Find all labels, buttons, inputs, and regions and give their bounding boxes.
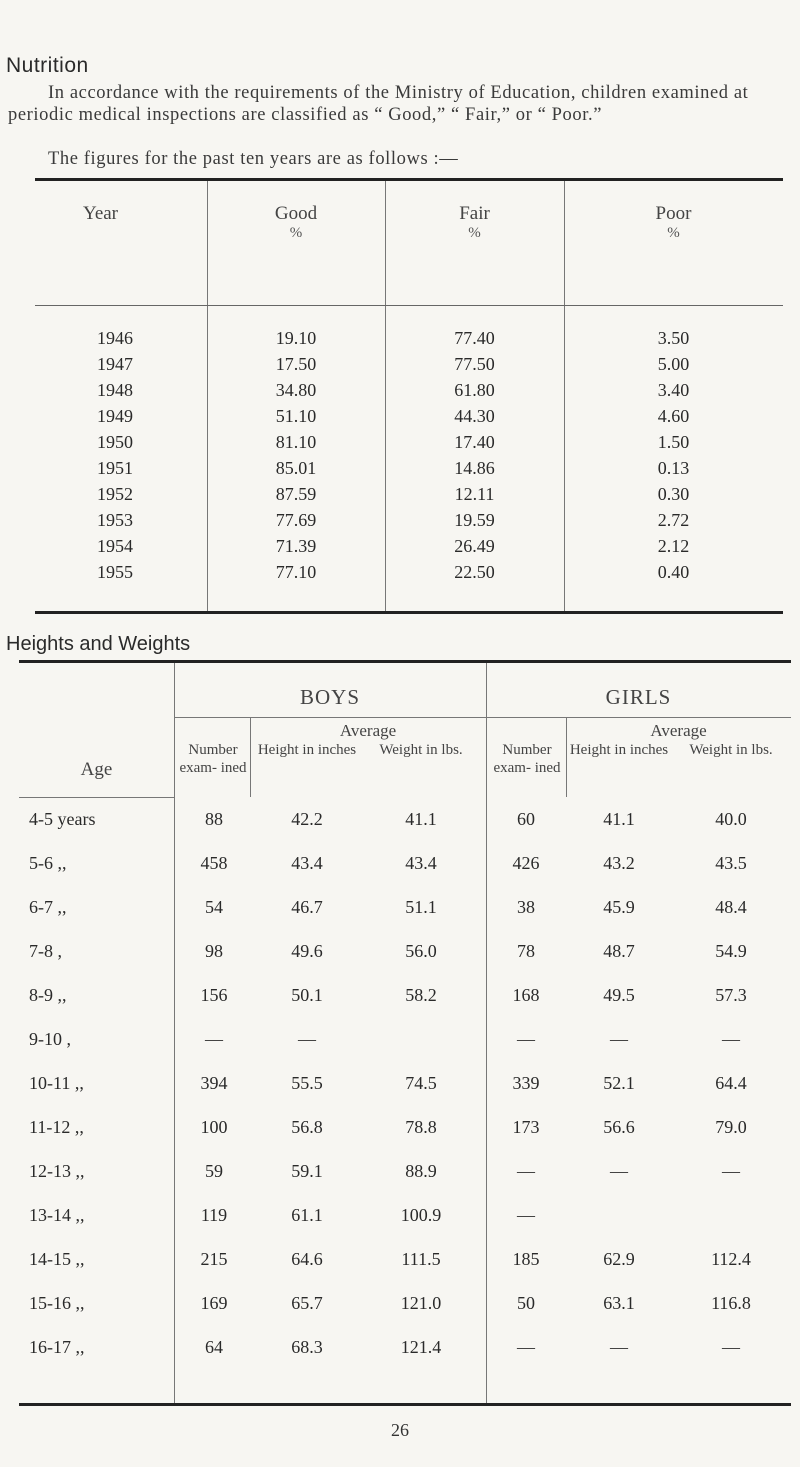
fair-cell: 77.40	[454, 328, 495, 348]
girls-number-cell: 38	[517, 897, 535, 917]
boys-height-cell: 59.1	[291, 1161, 323, 1181]
boys-weight-header: Weight in lbs.	[379, 742, 463, 758]
girls-weight-cell: 43.5	[715, 853, 747, 873]
boys-weight-cell: 88.9	[405, 1161, 437, 1181]
boys-height-cell: 46.7	[291, 897, 323, 917]
fair-cell: 26.49	[454, 536, 495, 556]
boys-weight-cell: 58.2	[405, 985, 437, 1005]
girls-number-cell: 78	[517, 941, 535, 961]
boys-height-cell: 50.1	[291, 985, 323, 1005]
girls-number-cell: —	[517, 1161, 535, 1181]
intro-paragraph: In accordance with the requirements of the Ministry of Education, children examined at periodic medical inspections are classified as “ Good,” “ Fair,” or “ Poor.”	[8, 83, 749, 125]
boys-number-cell: 215	[200, 1249, 228, 1269]
poor-cell: 2.12	[657, 536, 690, 556]
girls-weight-cell: 57.3	[715, 985, 747, 1005]
boys-number-header: Number exam- ined	[179, 742, 247, 776]
intro-paragraph-2: The figures for the past ten years are as follows :—	[48, 149, 459, 169]
good-cell: 34.80	[275, 380, 317, 400]
poor-cell: 2.72	[657, 510, 690, 530]
boys-weight-cell: 41.1	[405, 809, 437, 829]
good-cell: 85.01	[275, 458, 317, 478]
good-cell: 87.59	[275, 484, 317, 504]
girls-weight-cell: 112.4	[711, 1249, 751, 1269]
table-row	[19, 1249, 791, 1293]
age-cell: 6-7 ,,	[29, 897, 67, 917]
age-cell: 9-10 ,	[29, 1029, 71, 1049]
girls-weight-cell: 79.0	[715, 1117, 747, 1137]
fair-cell: 44.30	[454, 406, 495, 426]
section-heading: Heights and Weights	[6, 633, 191, 655]
year-cell: 1952	[97, 484, 133, 504]
poor-cell: 0.30	[657, 484, 690, 504]
girls-weight-header: Weight in lbs.	[689, 742, 773, 758]
year-cell: 1954	[97, 536, 133, 556]
girls-height-cell: 62.9	[603, 1249, 635, 1269]
boys-height-cell: 65.7	[291, 1293, 323, 1313]
boys-height-header: Height in inches	[257, 742, 357, 758]
boys-number-cell: 100	[200, 1117, 228, 1137]
boys-number-cell: 98	[205, 941, 223, 961]
year-cell: 1947	[97, 354, 133, 374]
girls-number-cell: 339	[512, 1073, 540, 1093]
girls-number-cell: —	[517, 1029, 535, 1049]
girls-header: GIRLS	[605, 685, 672, 709]
boys-number-cell: 88	[205, 809, 223, 829]
girls-weight-cell: 64.4	[715, 1073, 747, 1093]
good-cell: 17.50	[275, 354, 317, 374]
boys-height-cell: 43.4	[291, 853, 323, 873]
girls-height-cell: 43.2	[603, 853, 635, 873]
page-title: Nutrition	[6, 54, 89, 77]
table-row	[35, 406, 783, 431]
table-row	[19, 1029, 791, 1073]
fair-unit: %	[468, 225, 481, 241]
age-header: Age	[80, 759, 113, 780]
boys-number-cell: 458	[200, 853, 228, 873]
good-unit: %	[289, 225, 303, 241]
poor-cell: 5.00	[657, 354, 690, 374]
girls-number-cell: —	[517, 1205, 535, 1225]
poor-cell: 0.40	[657, 562, 690, 582]
table-row	[35, 432, 783, 457]
girls-height-cell: 49.5	[603, 985, 635, 1005]
fair-header: Fair	[459, 203, 490, 224]
girls-weight-cell: 54.9	[715, 941, 747, 961]
girls-weight-cell: —	[722, 1337, 740, 1357]
header-rule	[35, 305, 783, 306]
boys-number-cell: 119	[200, 1205, 228, 1225]
header-rule	[174, 717, 486, 718]
boys-number-cell: —	[205, 1029, 223, 1049]
fair-cell: 12.11	[454, 484, 495, 504]
table-row	[19, 1293, 791, 1337]
table-row	[19, 1205, 791, 1249]
girls-height-cell: —	[610, 1161, 628, 1181]
table-row	[19, 1337, 791, 1381]
poor-cell: 1.50	[657, 432, 690, 452]
girls-height-cell: 52.1	[603, 1073, 635, 1093]
good-cell: 81.10	[275, 432, 317, 452]
girls-height-cell: 41.1	[603, 809, 635, 829]
girls-height-cell: 56.6	[603, 1117, 635, 1137]
girls-number-cell: 50	[517, 1293, 535, 1313]
table-row	[19, 941, 791, 985]
age-cell: 10-11 ,,	[29, 1073, 84, 1093]
age-cell: 16-17 ,,	[29, 1337, 85, 1357]
boys-weight-cell: 100.9	[400, 1205, 442, 1225]
table-row	[19, 809, 791, 853]
girls-number-header: Number exam- ined	[493, 742, 561, 776]
boys-height-cell: —	[298, 1029, 316, 1049]
table-row	[19, 853, 791, 897]
header-rule	[19, 797, 174, 798]
boys-height-cell: 55.5	[291, 1073, 323, 1093]
boys-number-cell: 156	[200, 985, 228, 1005]
fair-cell: 19.59	[454, 510, 495, 530]
table-row	[35, 458, 783, 483]
age-cell: 15-16 ,,	[29, 1293, 85, 1313]
girls-weight-cell: —	[722, 1029, 740, 1049]
poor-cell: 3.50	[657, 328, 690, 348]
table-row	[35, 510, 783, 535]
boys-weight-cell: 51.1	[405, 897, 437, 917]
poor-cell: 4.60	[657, 406, 690, 426]
boys-height-cell: 49.6	[291, 941, 323, 961]
girls-weight-cell: 48.4	[715, 897, 747, 917]
year-cell: 1955	[97, 562, 133, 582]
age-cell: 4-5 years	[29, 809, 96, 829]
header-rule	[486, 717, 791, 718]
good-header: Good	[274, 203, 318, 224]
table-row	[19, 985, 791, 1029]
poor-cell: 3.40	[657, 380, 690, 400]
girls-height-cell: —	[610, 1337, 628, 1357]
girls-number-cell: 173	[512, 1117, 540, 1137]
year-cell: 1948	[97, 380, 133, 400]
table-row	[19, 1117, 791, 1161]
fair-cell: 14.86	[454, 458, 495, 478]
heights-weights-table	[19, 660, 791, 1406]
boys-height-cell: 68.3	[291, 1337, 323, 1357]
table-row	[35, 562, 783, 587]
age-cell: 13-14 ,,	[29, 1205, 85, 1225]
good-cell: 19.10	[275, 328, 317, 348]
table-row	[35, 536, 783, 561]
girls-number-cell: 60	[517, 809, 535, 829]
poor-unit: %	[667, 225, 680, 241]
girls-weight-cell: —	[722, 1161, 740, 1181]
boys-number-cell: 394	[200, 1073, 228, 1093]
fair-cell: 22.50	[454, 562, 495, 582]
table-row	[35, 328, 783, 353]
boys-number-cell: 169	[200, 1293, 228, 1313]
year-cell: 1953	[97, 510, 133, 530]
year-cell: 1950	[97, 432, 133, 452]
age-cell: 5-6 ,,	[29, 853, 67, 873]
age-cell: 8-9 ,,	[29, 985, 67, 1005]
girls-height-header: Height in inches	[569, 742, 669, 758]
girls-height-cell: 48.7	[603, 941, 635, 961]
girls-number-cell: 168	[512, 985, 540, 1005]
age-cell: 12-13 ,,	[29, 1161, 85, 1181]
table-row	[19, 1161, 791, 1205]
good-cell: 71.39	[275, 536, 317, 556]
boys-number-cell: 64	[205, 1337, 223, 1357]
boys-weight-cell: 74.5	[405, 1073, 437, 1093]
boys-weight-cell: 121.0	[400, 1293, 442, 1313]
good-cell: 77.10	[275, 562, 317, 582]
girls-average-header: Average	[650, 721, 707, 740]
table-row	[35, 354, 783, 379]
boys-height-cell: 42.2	[291, 809, 323, 829]
fair-cell: 61.80	[454, 380, 495, 400]
good-cell: 77.69	[275, 510, 317, 530]
girls-weight-cell: 116.8	[711, 1293, 751, 1313]
boys-number-cell: 59	[205, 1161, 223, 1181]
boys-weight-cell: 121.4	[400, 1337, 442, 1357]
age-cell: 7-8 ,	[29, 941, 62, 961]
year-cell: 1951	[97, 458, 133, 478]
boys-number-cell: 54	[205, 897, 223, 917]
girls-weight-cell: 40.0	[715, 809, 747, 829]
table-row	[35, 380, 783, 405]
fair-cell: 17.40	[454, 432, 495, 452]
girls-number-cell: 185	[512, 1249, 540, 1269]
page-number: 26	[391, 1420, 409, 1440]
age-cell: 11-12 ,,	[29, 1117, 84, 1137]
poor-header: Poor	[655, 203, 692, 224]
boys-height-cell: 61.1	[291, 1205, 323, 1225]
girls-number-cell: —	[517, 1337, 535, 1357]
girls-number-cell: 426	[512, 853, 540, 873]
good-cell: 51.10	[275, 406, 317, 426]
boys-weight-cell: 111.5	[401, 1249, 441, 1269]
boys-average-header: Average	[339, 721, 397, 740]
boys-weight-cell: 56.0	[405, 941, 437, 961]
table-row	[19, 897, 791, 941]
boys-height-cell: 64.6	[291, 1249, 323, 1269]
boys-header: BOYS	[299, 685, 361, 709]
girls-height-cell: 45.9	[603, 897, 635, 917]
girls-height-cell: —	[610, 1029, 628, 1049]
table-row	[19, 1073, 791, 1117]
year-cell: 1946	[97, 328, 133, 348]
boys-weight-cell: 43.4	[405, 853, 437, 873]
boys-weight-cell: 78.8	[405, 1117, 437, 1137]
boys-height-cell: 56.8	[291, 1117, 323, 1137]
nutrition-table	[35, 178, 783, 614]
age-cell: 14-15 ,,	[29, 1249, 85, 1269]
fair-cell: 77.50	[454, 354, 495, 374]
year-cell: 1949	[97, 406, 133, 426]
poor-cell: 0.13	[657, 458, 690, 478]
table-row	[35, 484, 783, 509]
girls-height-cell: 63.1	[603, 1293, 635, 1313]
year-header: Year	[83, 203, 119, 224]
